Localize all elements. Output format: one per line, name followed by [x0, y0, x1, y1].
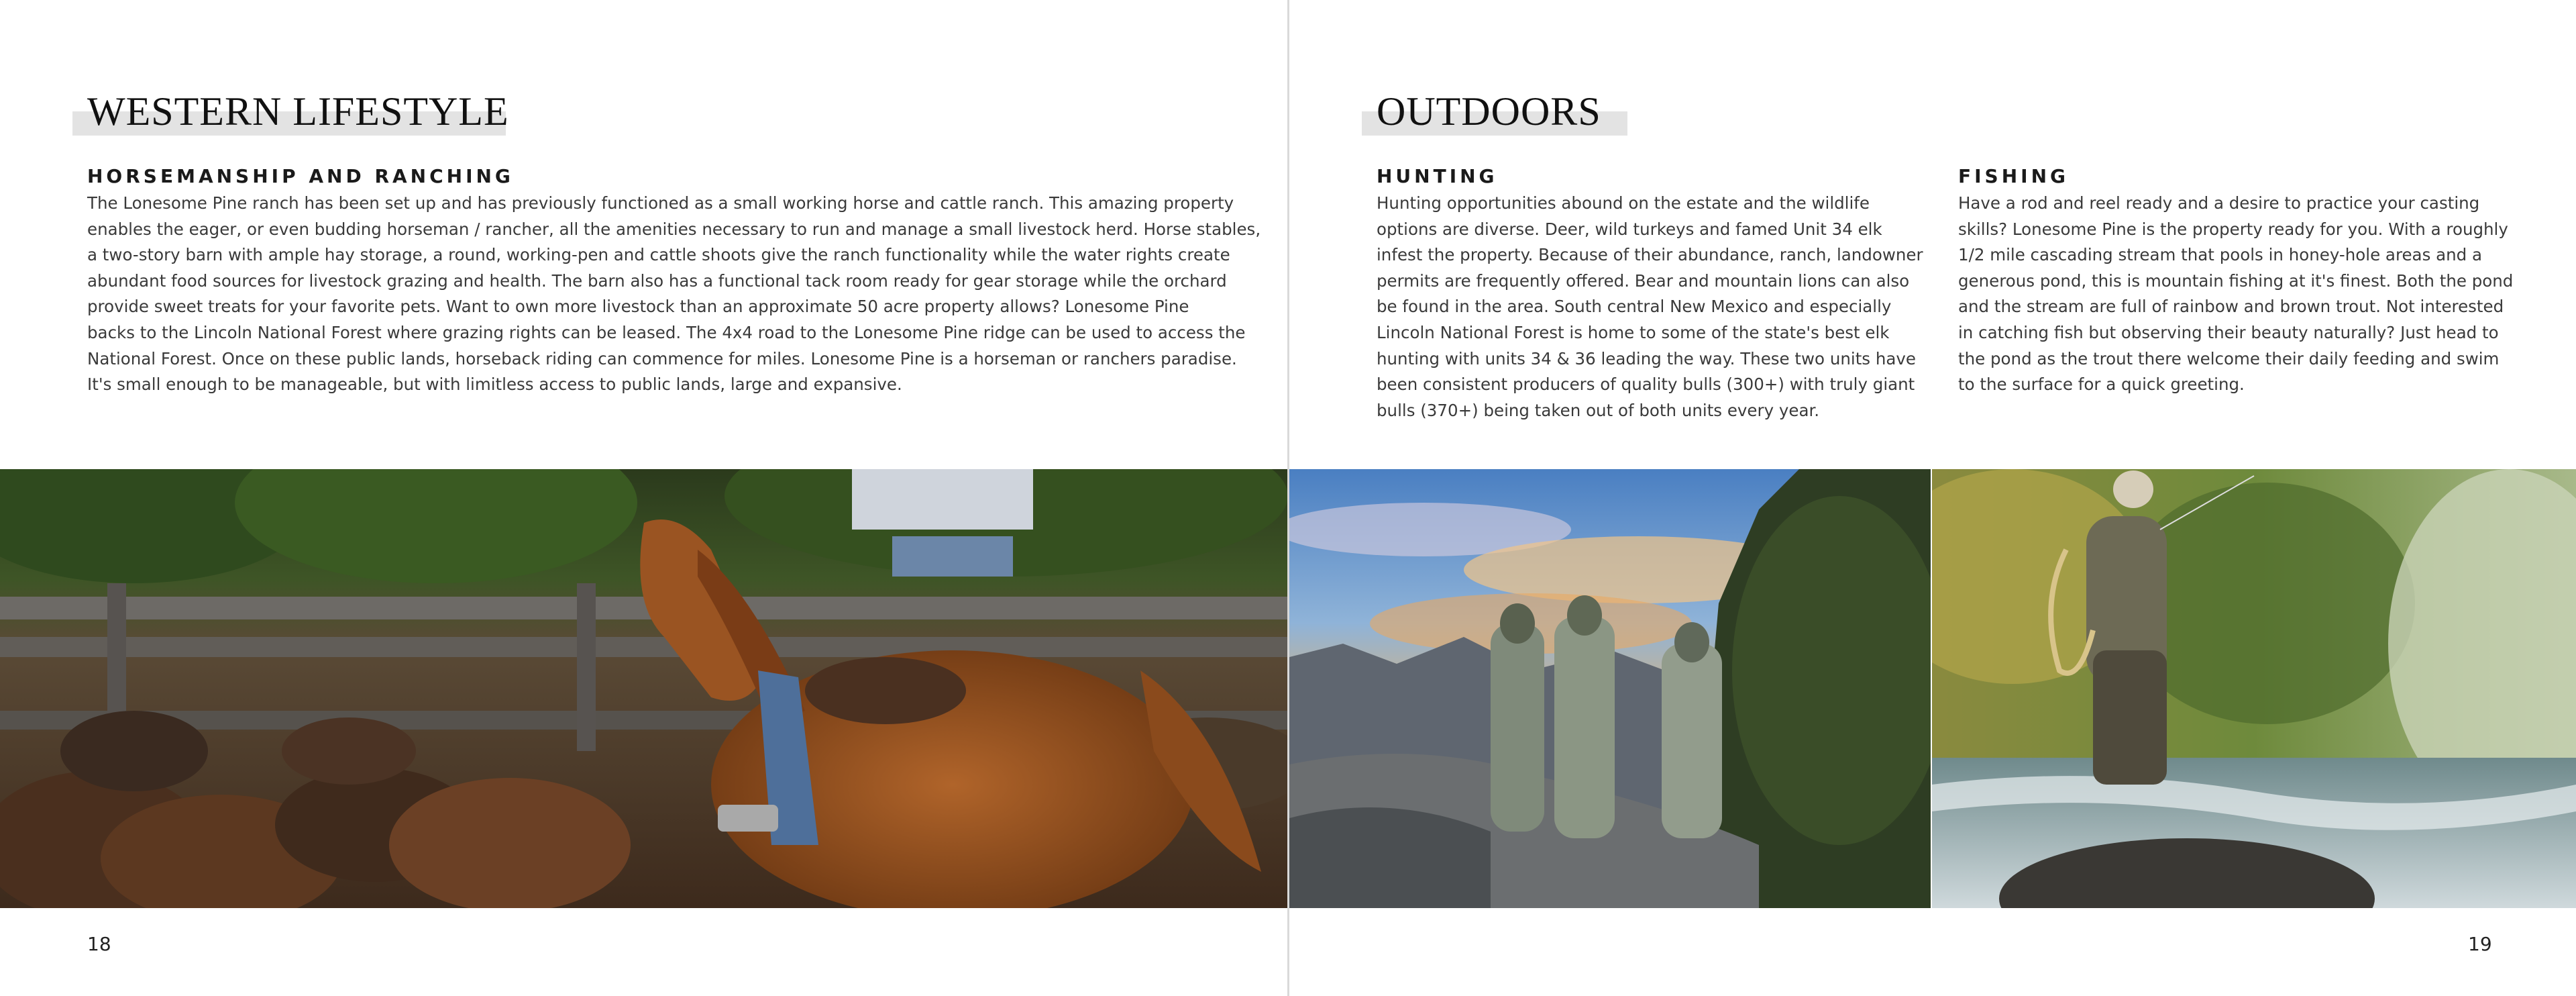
- fishing-text-line: and the stream are full of rainbow and brown trout. Not interested: [1958, 297, 2504, 317]
- horsemanship-text-line: a two-story barn with ample hay storage, a round, working-pen and cattle shoots give the ranch functionality while the water rights create: [87, 245, 1230, 265]
- hunting-text-line: options are diverse. Deer, wild turkeys and famed Unit 34 elk: [1377, 219, 1882, 239]
- section-title-block: [1362, 87, 1630, 136]
- body-text-horsemanship: [87, 191, 1261, 398]
- horsemanship-text-line: enables the eager, or even budding horseman / rancher, all the amenities necessary to run and manage a small livestock herd. Horse stables,: [87, 219, 1261, 239]
- page-number-left: 18: [87, 933, 111, 955]
- horsemanship-text-line: National Forest. Once on these public lands, horseback riding can commence for miles. Lonesome Pine is a horseman or ranchers paradise.: [87, 348, 1237, 368]
- hunting-text-line: been consistent producers of quality bulls (300+) with truly giant: [1377, 375, 1915, 395]
- fishing-text-line: skills? Lonesome Pine is the property ready for you. With a roughly: [1958, 219, 2508, 239]
- subheading-fishing: FISHING: [1958, 165, 2069, 187]
- right-page: [1289, 0, 2576, 996]
- horsemanship-text-line: backs to the Lincoln National Forest where grazing rights can be leased. The 4x4 road to the Lonesome Pine ridge can be used to access the: [87, 322, 1246, 342]
- horsemanship-text-line: The Lonesome Pine ranch has been set up and has previously functioned as a small working horse and cattle ranch. This amazing property: [87, 193, 1234, 213]
- horsemanship-text-line: abundant food sources for livestock grazing and health. The barn also has a functional tack room ready for gear storage while the orchard: [87, 270, 1227, 291]
- hunting-text-line: bulls (370+) being taken out of both units every year.: [1377, 400, 1820, 420]
- hunting-text-line: permits are frequently offered. Bear and mountain lions can also: [1377, 270, 1910, 291]
- left-page: [0, 0, 1287, 996]
- page-number-right: 19: [2468, 933, 2492, 955]
- fishing-text-line: generous pond, this is mountain fishing at it's finest. Both the pond: [1958, 270, 2514, 291]
- section-title: WESTERN LIFESTYLE: [87, 89, 509, 134]
- horsemanship-text-line: provide sweet treats for your favorite pets. Want to own more livestock than an approximate 50 acre property allows? Lonesome Pine: [87, 297, 1189, 317]
- section-title-block: [72, 87, 508, 136]
- hunting-text-line: infest the property. Because of their abundance, ranch, landowner: [1377, 245, 1923, 265]
- fishing-text-line: Have a rod and reel ready and a desire to practice your casting: [1958, 193, 2480, 213]
- horsemanship-text-line: It's small enough to be manageable, but with limitless access to public lands, large and expansive.: [87, 375, 902, 395]
- section-title: OUTDOORS: [1377, 89, 1601, 134]
- fishing-text-line: in catching fish but observing their beauty naturally? Just head to: [1958, 322, 2499, 342]
- hunting-text-line: Lincoln National Forest is home to some of the state's best elk: [1377, 322, 1890, 342]
- body-text-hunting: [1377, 191, 1923, 424]
- hunters-mountain-photo: [1289, 469, 1931, 908]
- ranch-horse-cattle-photo: [0, 469, 1287, 908]
- fly-fishing-stream-photo: [1932, 469, 2576, 908]
- subheading-horsemanship: HORSEMANSHIP AND RANCHING: [87, 165, 514, 187]
- body-text-fishing: [1958, 191, 2514, 398]
- hunting-text-line: be found in the area. South central New Mexico and especially: [1377, 297, 1892, 317]
- hunting-text-line: Hunting opportunities abound on the estate and the wildlife: [1377, 193, 1870, 213]
- fishing-text-line: 1/2 mile cascading stream that pools in honey-hole areas and a: [1958, 245, 2483, 265]
- fishing-text-line: the pond as the trout there welcome their daily feeding and swim: [1958, 348, 2500, 368]
- hunting-text-line: hunting with units 34 & 36 leading the way. These two units have: [1377, 348, 1916, 368]
- fishing-text-line: to the surface for a quick greeting.: [1958, 375, 2245, 395]
- subheading-hunting: HUNTING: [1377, 165, 1498, 187]
